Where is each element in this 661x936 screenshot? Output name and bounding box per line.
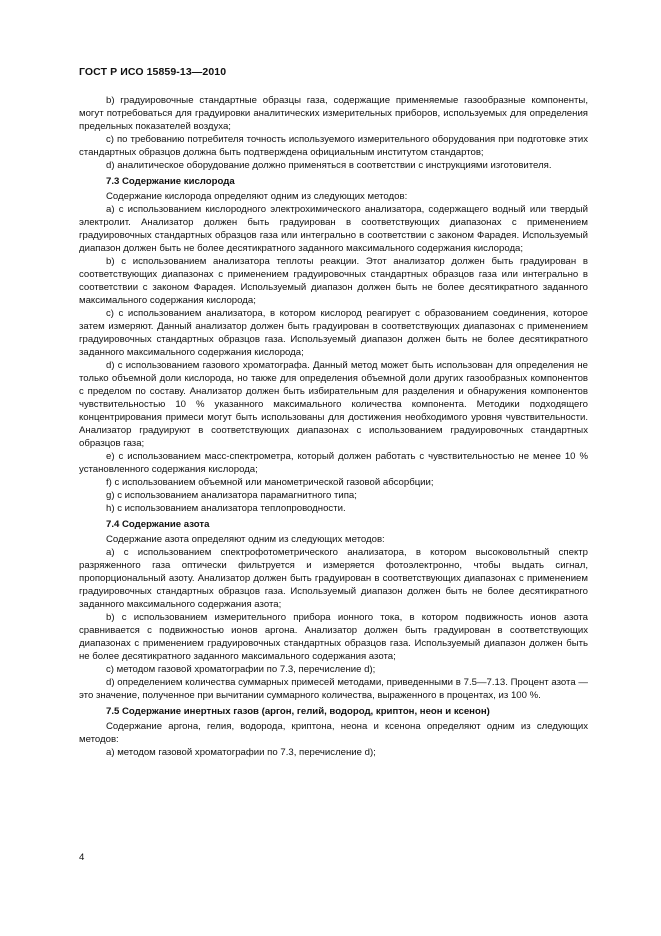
paragraph: b) с использованием измерительного прибора ионного тока, в котором подвижность ионов азота сравнивается с подвижностью ионов аргона. Анализатор должен быть градуирован в соответствующих диапазонах с применением градуировочных стандартных образцов газа. Используемый диапазон должен быть не более десятикратного заданного максимального содержания азота; [79,612,588,662]
section-heading: 7.5 Содержание инертных газов (аргон, гелий, водород, криптон, неон и ксенон) [106,706,490,717]
paragraph: h) с использованием анализатора теплопроводности. [106,503,346,514]
paragraph: a) методом газовой хроматографии по 7.3, перечисление d); [106,747,376,758]
paragraph: g) с использованием анализатора парамагнитного типа; [106,490,357,501]
paragraph: Содержание кислорода определяют одним из следующих методов: [106,191,408,202]
document-body [79,94,588,759]
paragraph: c) методом газовой хроматографии по 7.3, перечисление d); [106,664,376,675]
paragraph: a) с использованием кислородного электрохимического анализатора, содержащего водный или твердый электролит. Анализатор должен быть градуирован в соответствующих диапазонах с применением градуировочных стандартных образцов газа или интегрально в соответствии с законом Фарадея. Используемый диапазон должен быть не более десятикратного заданного максимального содержания кислорода; [79,204,588,254]
paragraph: Содержание аргона, гелия, водорода, криптона, неона и ксенона определяют одним из следующих методов: [79,721,588,745]
paragraph: d) аналитическое оборудование должно применяться в соответствии с инструкциями изготовителя. [106,160,552,171]
paragraph: Содержание азота определяют одним из следующих методов: [106,534,385,545]
section-heading: 7.4 Содержание азота [106,519,210,530]
section-heading: 7.3 Содержание кислорода [106,176,235,187]
paragraph: d) определением количества суммарных примесей методами, приведенными в 7.5—7.13. Процент азота — это значение, полученное при вычитании суммарного количества, выраженного в процентах, из 100 %. [79,677,588,701]
paragraph: d) с использованием газового хроматографа. Данный метод может быть использован для определения не только объемной доли кислорода, но также для определения объемной доли других газообразных компонентов с пределом по составу. Анализатор должен быть избирательным для разделения и обнаружения компонентов чувствительностью 10 % указанного максимального количества компонента. Методики подходящего концентрирования примеси могут быть использованы для достижения необходимого уровня чувствительности. Анализатор градуируют в соответствующих диапазонах с использованием градуировочных стандартных образцов газа; [79,360,588,449]
paragraph: c) с использованием анализатора, в котором кислород реагирует с образованием соединения, которое затем измеряют. Данный анализатор должен быть градуирован в соответствующих диапазонах с применением градуировочных стандартных образцов газа. Используемый диапазон должен быть не более десятикратного заданного максимального содержания кислорода; [79,308,588,358]
paragraph: f) с использованием объемной или манометрической газовой абсорбции; [106,477,434,488]
paragraph: e) с использованием масс-спектрометра, который должен работать с чувствительностью не менее 10 % установленного содержания кислорода; [79,451,588,475]
document-header: ГОСТ Р ИСО 15859-13—2010 [79,66,227,78]
paragraph: b) градуировочные стандартные образцы газа, содержащие применяемые газообразные компоненты, могут потребоваться для градуировки аналитических измерительных приборов, используемых для определения предельных показателей воздуха; [79,95,588,132]
paragraph: c) по требованию потребителя точность используемого измерительного оборудования при подготовке этих стандартных образцов должна быть подтверждена официальным институтом стандартов; [79,134,588,158]
paragraph: a) с использованием спектрофотометрического анализатора, в котором высоковольтный спектр разряженного газа оптически фильтруется и измеряется фотоэлектронно, чтобы выдать сигнал, пропорциональный азоту. Анализатор должен быть градуирован в соответствующих диапазонах с применением градуировочных стандартных образцов газа. Используемый диапазон должен быть не более десятикратного заданного максимального содержания азота; [79,547,588,610]
paragraph: b) с использованием анализатора теплоты реакции. Этот анализатор должен быть градуирован в соответствующих диапазонах с применением градуировочных стандартных образцов газа или интегрально в соответствии с законом Фарадея. Используемый диапазон должен быть не более десятикратного заданного максимального содержания кислорода; [79,256,588,306]
page-number: 4 [79,852,85,863]
